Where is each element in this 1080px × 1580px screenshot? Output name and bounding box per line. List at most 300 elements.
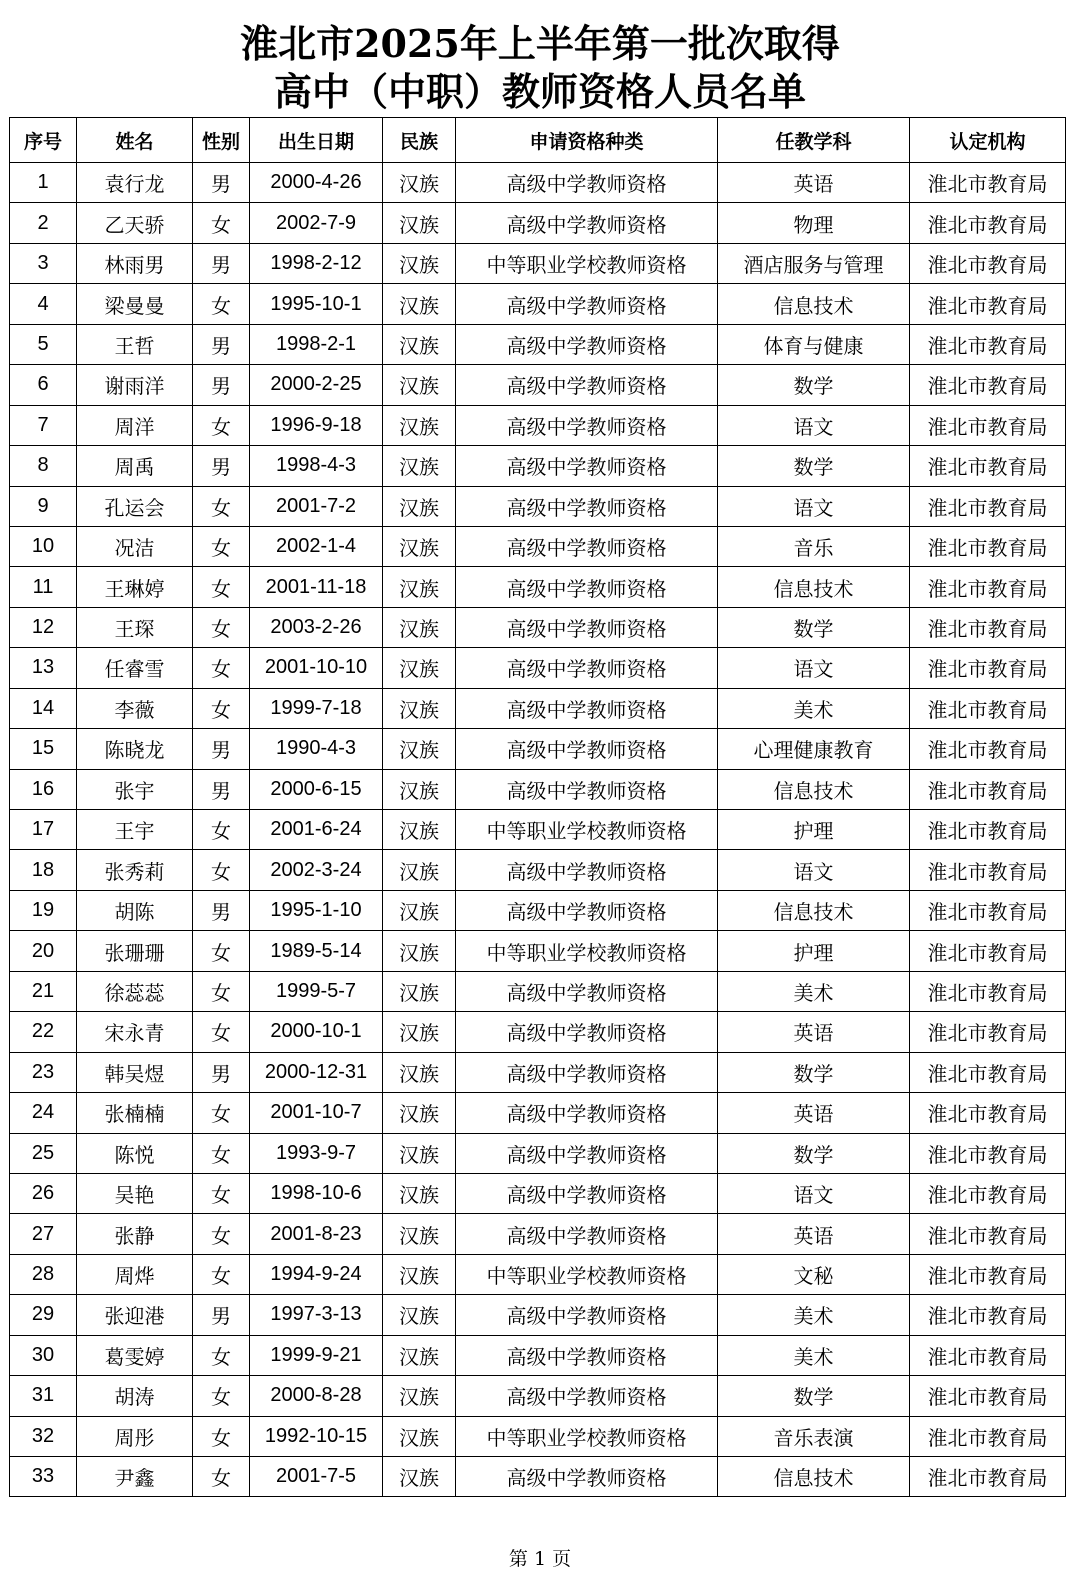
gender-cell: 女	[193, 688, 250, 728]
teacher-roster-table	[9, 117, 1066, 1497]
certifying-authority-cell: 淮北市教育局	[910, 1376, 1066, 1416]
gender-cell: 女	[193, 567, 250, 607]
qualification-type-cell: 高级中学教师资格	[456, 1295, 718, 1335]
gender-cell: 男	[193, 1052, 250, 1092]
ethnicity-cell: 汉族	[383, 203, 456, 243]
ethnicity-cell: 汉族	[383, 163, 456, 203]
person-name-cell: 袁行龙	[77, 163, 193, 203]
ethnicity-cell: 汉族	[383, 567, 456, 607]
person-name-cell: 张楠楠	[77, 1093, 193, 1133]
gender-cell: 女	[193, 810, 250, 850]
table-row	[10, 203, 1066, 243]
certifying-authority-cell: 淮北市教育局	[910, 1093, 1066, 1133]
certifying-authority-cell: 淮北市教育局	[910, 324, 1066, 364]
table-row	[10, 1335, 1066, 1375]
qualification-type-cell: 高级中学教师资格	[456, 1173, 718, 1213]
ethnicity-cell: 汉族	[383, 324, 456, 364]
row-index-cell: 33	[10, 1457, 77, 1497]
table-row	[10, 243, 1066, 283]
page-number: 第 1 页	[508, 1548, 572, 1570]
table-row	[10, 769, 1066, 809]
column-header-name: 姓名	[77, 118, 193, 163]
certifying-authority-cell: 淮北市教育局	[910, 243, 1066, 283]
ethnicity-cell: 汉族	[383, 1254, 456, 1294]
certifying-authority-cell: 淮北市教育局	[910, 203, 1066, 243]
qualification-type-cell: 高级中学教师资格	[456, 688, 718, 728]
table-row	[10, 931, 1066, 971]
ethnicity-cell: 汉族	[383, 1295, 456, 1335]
qualification-type-cell: 高级中学教师资格	[456, 486, 718, 526]
gender-cell: 女	[193, 405, 250, 445]
row-index-cell: 22	[10, 1012, 77, 1052]
person-name-cell: 李薇	[77, 688, 193, 728]
qualification-type-cell: 高级中学教师资格	[456, 163, 718, 203]
gender-cell: 男	[193, 163, 250, 203]
row-index-cell: 28	[10, 1254, 77, 1294]
qualification-type-cell: 高级中学教师资格	[456, 203, 718, 243]
person-name-cell: 王宇	[77, 810, 193, 850]
ethnicity-cell: 汉族	[383, 1093, 456, 1133]
person-name-cell: 韩吴煜	[77, 1052, 193, 1092]
subject-cell: 信息技术	[718, 567, 910, 607]
subject-cell: 语文	[718, 1173, 910, 1213]
qualification-type-cell: 中等职业学校教师资格	[456, 810, 718, 850]
row-index-cell: 11	[10, 567, 77, 607]
person-name-cell: 宋永青	[77, 1012, 193, 1052]
certifying-authority-cell: 淮北市教育局	[910, 446, 1066, 486]
person-name-cell: 胡涛	[77, 1376, 193, 1416]
row-index-cell: 27	[10, 1214, 77, 1254]
row-index-cell: 3	[10, 243, 77, 283]
gender-cell: 男	[193, 365, 250, 405]
birth-date-cell: 2001-8-23	[250, 1214, 383, 1254]
row-index-cell: 2	[10, 203, 77, 243]
person-name-cell: 王哲	[77, 324, 193, 364]
qualification-type-cell: 高级中学教师资格	[456, 365, 718, 405]
row-index-cell: 10	[10, 526, 77, 566]
qualification-type-cell: 高级中学教师资格	[456, 1052, 718, 1092]
certifying-authority-cell: 淮北市教育局	[910, 284, 1066, 324]
certifying-authority-cell: 淮北市教育局	[910, 1335, 1066, 1375]
birth-date-cell: 1996-9-18	[250, 405, 383, 445]
gender-cell: 女	[193, 1214, 250, 1254]
gender-cell: 女	[193, 526, 250, 566]
person-name-cell: 梁曼曼	[77, 284, 193, 324]
ethnicity-cell: 汉族	[383, 1376, 456, 1416]
document-title-line2: 高中（中职）教师资格人员名单	[273, 69, 806, 114]
subject-cell: 信息技术	[718, 890, 910, 930]
row-index-cell: 18	[10, 850, 77, 890]
subject-cell: 数学	[718, 607, 910, 647]
gender-cell: 女	[193, 1416, 250, 1456]
row-index-cell: 25	[10, 1133, 77, 1173]
birth-date-cell: 1999-5-7	[250, 971, 383, 1011]
table-row	[10, 850, 1066, 890]
gender-cell: 男	[193, 243, 250, 283]
ethnicity-cell: 汉族	[383, 243, 456, 283]
table-row	[10, 163, 1066, 203]
certifying-authority-cell: 淮北市教育局	[910, 850, 1066, 890]
subject-cell: 语文	[718, 405, 910, 445]
table-row	[10, 1012, 1066, 1052]
gender-cell: 女	[193, 648, 250, 688]
birth-date-cell: 1993-9-7	[250, 1133, 383, 1173]
document-title-line1: 淮北市2025年上半年第一批次取得	[240, 21, 840, 66]
subject-cell: 英语	[718, 1012, 910, 1052]
qualification-type-cell: 高级中学教师资格	[456, 850, 718, 890]
column-header-qualification-type: 申请资格种类	[456, 118, 718, 163]
table-row	[10, 567, 1066, 607]
birth-date-cell: 2000-8-28	[250, 1376, 383, 1416]
gender-cell: 女	[193, 486, 250, 526]
gender-cell: 女	[193, 1335, 250, 1375]
table-row	[10, 526, 1066, 566]
gender-cell: 男	[193, 769, 250, 809]
ethnicity-cell: 汉族	[383, 971, 456, 1011]
ethnicity-cell: 汉族	[383, 365, 456, 405]
ethnicity-cell: 汉族	[383, 446, 456, 486]
row-index-cell: 17	[10, 810, 77, 850]
ethnicity-cell: 汉族	[383, 850, 456, 890]
column-header-authority: 认定机构	[910, 118, 1066, 163]
birth-date-cell: 1999-7-18	[250, 688, 383, 728]
birth-date-cell: 2001-7-5	[250, 1457, 383, 1497]
subject-cell: 护理	[718, 810, 910, 850]
qualification-type-cell: 高级中学教师资格	[456, 526, 718, 566]
subject-cell: 语文	[718, 850, 910, 890]
subject-cell: 文秘	[718, 1254, 910, 1294]
table-row	[10, 365, 1066, 405]
gender-cell: 女	[193, 1254, 250, 1294]
person-name-cell: 徐蕊蕊	[77, 971, 193, 1011]
birth-date-cell: 2000-12-31	[250, 1052, 383, 1092]
ethnicity-cell: 汉族	[383, 729, 456, 769]
row-index-cell: 31	[10, 1376, 77, 1416]
person-name-cell: 尹鑫	[77, 1457, 193, 1497]
ethnicity-cell: 汉族	[383, 1416, 456, 1456]
certifying-authority-cell: 淮北市教育局	[910, 1052, 1066, 1092]
person-name-cell: 周洋	[77, 405, 193, 445]
subject-cell: 数学	[718, 1376, 910, 1416]
ethnicity-cell: 汉族	[383, 931, 456, 971]
qualification-type-cell: 高级中学教师资格	[456, 567, 718, 607]
birth-date-cell: 2000-10-1	[250, 1012, 383, 1052]
birth-date-cell: 2002-1-4	[250, 526, 383, 566]
person-name-cell: 吴艳	[77, 1173, 193, 1213]
subject-cell: 英语	[718, 163, 910, 203]
table-row	[10, 1457, 1066, 1497]
row-index-cell: 14	[10, 688, 77, 728]
table-row	[10, 1295, 1066, 1335]
gender-cell: 女	[193, 607, 250, 647]
table-row	[10, 1254, 1066, 1294]
qualification-type-cell: 中等职业学校教师资格	[456, 1254, 718, 1294]
person-name-cell: 周彤	[77, 1416, 193, 1456]
person-name-cell: 林雨男	[77, 243, 193, 283]
gender-cell: 女	[193, 284, 250, 324]
certifying-authority-cell: 淮北市教育局	[910, 567, 1066, 607]
certifying-authority-cell: 淮北市教育局	[910, 1173, 1066, 1213]
gender-cell: 男	[193, 324, 250, 364]
row-index-cell: 4	[10, 284, 77, 324]
ethnicity-cell: 汉族	[383, 284, 456, 324]
gender-cell: 女	[193, 931, 250, 971]
table-row	[10, 971, 1066, 1011]
gender-cell: 女	[193, 1173, 250, 1213]
gender-cell: 女	[193, 1093, 250, 1133]
qualification-type-cell: 高级中学教师资格	[456, 890, 718, 930]
gender-cell: 女	[193, 1457, 250, 1497]
certifying-authority-cell: 淮北市教育局	[910, 163, 1066, 203]
ethnicity-cell: 汉族	[383, 1173, 456, 1213]
subject-cell: 心理健康教育	[718, 729, 910, 769]
birth-date-cell: 1998-2-12	[250, 243, 383, 283]
ethnicity-cell: 汉族	[383, 688, 456, 728]
gender-cell: 女	[193, 850, 250, 890]
subject-cell: 数学	[718, 1133, 910, 1173]
row-index-cell: 5	[10, 324, 77, 364]
table-row	[10, 1093, 1066, 1133]
birth-date-cell: 1992-10-15	[250, 1416, 383, 1456]
column-header-gender: 性别	[193, 118, 250, 163]
column-header-ethnicity: 民族	[383, 118, 456, 163]
certifying-authority-cell: 淮北市教育局	[910, 1133, 1066, 1173]
person-name-cell: 王琛	[77, 607, 193, 647]
subject-cell: 英语	[718, 1093, 910, 1133]
person-name-cell: 张迎港	[77, 1295, 193, 1335]
table-header-row	[10, 118, 1066, 163]
qualification-type-cell: 高级中学教师资格	[456, 971, 718, 1011]
row-index-cell: 1	[10, 163, 77, 203]
row-index-cell: 6	[10, 365, 77, 405]
birth-date-cell: 1995-10-1	[250, 284, 383, 324]
subject-cell: 护理	[718, 931, 910, 971]
row-index-cell: 21	[10, 971, 77, 1011]
certifying-authority-cell: 淮北市教育局	[910, 607, 1066, 647]
qualification-type-cell: 高级中学教师资格	[456, 1214, 718, 1254]
qualification-type-cell: 中等职业学校教师资格	[456, 931, 718, 971]
qualification-type-cell: 高级中学教师资格	[456, 769, 718, 809]
ethnicity-cell: 汉族	[383, 1335, 456, 1375]
person-name-cell: 乙天骄	[77, 203, 193, 243]
birth-date-cell: 1998-4-3	[250, 446, 383, 486]
person-name-cell: 王琳婷	[77, 567, 193, 607]
gender-cell: 男	[193, 729, 250, 769]
ethnicity-cell: 汉族	[383, 810, 456, 850]
qualification-type-cell: 高级中学教师资格	[456, 324, 718, 364]
column-header-subject: 任教学科	[718, 118, 910, 163]
person-name-cell: 张珊珊	[77, 931, 193, 971]
subject-cell: 数学	[718, 446, 910, 486]
qualification-type-cell: 高级中学教师资格	[456, 1012, 718, 1052]
row-index-cell: 30	[10, 1335, 77, 1375]
table-row	[10, 729, 1066, 769]
ethnicity-cell: 汉族	[383, 1214, 456, 1254]
gender-cell: 女	[193, 1133, 250, 1173]
table-row	[10, 1173, 1066, 1213]
certifying-authority-cell: 淮北市教育局	[910, 890, 1066, 930]
birth-date-cell: 1994-9-24	[250, 1254, 383, 1294]
certifying-authority-cell: 淮北市教育局	[910, 931, 1066, 971]
qualification-type-cell: 高级中学教师资格	[456, 648, 718, 688]
ethnicity-cell: 汉族	[383, 648, 456, 688]
subject-cell: 音乐表演	[718, 1416, 910, 1456]
qualification-type-cell: 高级中学教师资格	[456, 607, 718, 647]
person-name-cell: 葛雯婷	[77, 1335, 193, 1375]
gender-cell: 男	[193, 1295, 250, 1335]
ethnicity-cell: 汉族	[383, 1133, 456, 1173]
subject-cell: 音乐	[718, 526, 910, 566]
person-name-cell: 张秀莉	[77, 850, 193, 890]
subject-cell: 美术	[718, 1335, 910, 1375]
certifying-authority-cell: 淮北市教育局	[910, 1457, 1066, 1497]
table-row	[10, 1214, 1066, 1254]
birth-date-cell: 1998-10-6	[250, 1173, 383, 1213]
birth-date-cell: 1990-4-3	[250, 729, 383, 769]
ethnicity-cell: 汉族	[383, 769, 456, 809]
column-header-index: 序号	[10, 118, 77, 163]
row-index-cell: 7	[10, 405, 77, 445]
birth-date-cell: 2001-10-7	[250, 1093, 383, 1133]
birth-date-cell: 1997-3-13	[250, 1295, 383, 1335]
birth-date-cell: 1998-2-1	[250, 324, 383, 364]
certifying-authority-cell: 淮北市教育局	[910, 1254, 1066, 1294]
qualification-type-cell: 高级中学教师资格	[456, 1093, 718, 1133]
certifying-authority-cell: 淮北市教育局	[910, 810, 1066, 850]
birth-date-cell: 1989-5-14	[250, 931, 383, 971]
table-row	[10, 486, 1066, 526]
table-row	[10, 1376, 1066, 1416]
table-row	[10, 405, 1066, 445]
qualification-type-cell: 高级中学教师资格	[456, 446, 718, 486]
qualification-type-cell: 高级中学教师资格	[456, 1457, 718, 1497]
person-name-cell: 任睿雪	[77, 648, 193, 688]
person-name-cell: 谢雨洋	[77, 365, 193, 405]
table-row	[10, 688, 1066, 728]
qualification-type-cell: 高级中学教师资格	[456, 1335, 718, 1375]
certifying-authority-cell: 淮北市教育局	[910, 769, 1066, 809]
gender-cell: 女	[193, 971, 250, 1011]
ethnicity-cell: 汉族	[383, 486, 456, 526]
row-index-cell: 16	[10, 769, 77, 809]
subject-cell: 语文	[718, 648, 910, 688]
person-name-cell: 陈悦	[77, 1133, 193, 1173]
table-body	[10, 163, 1066, 1497]
subject-cell: 语文	[718, 486, 910, 526]
ethnicity-cell: 汉族	[383, 1457, 456, 1497]
subject-cell: 酒店服务与管理	[718, 243, 910, 283]
birth-date-cell: 1999-9-21	[250, 1335, 383, 1375]
person-name-cell: 胡陈	[77, 890, 193, 930]
person-name-cell: 周禹	[77, 446, 193, 486]
subject-cell: 信息技术	[718, 1457, 910, 1497]
person-name-cell: 张宇	[77, 769, 193, 809]
birth-date-cell: 2001-6-24	[250, 810, 383, 850]
birth-date-cell: 2000-2-25	[250, 365, 383, 405]
certifying-authority-cell: 淮北市教育局	[910, 648, 1066, 688]
qualification-type-cell: 中等职业学校教师资格	[456, 243, 718, 283]
subject-cell: 数学	[718, 365, 910, 405]
row-index-cell: 12	[10, 607, 77, 647]
column-header-birthdate: 出生日期	[250, 118, 383, 163]
birth-date-cell: 2000-6-15	[250, 769, 383, 809]
ethnicity-cell: 汉族	[383, 890, 456, 930]
qualification-type-cell: 中等职业学校教师资格	[456, 1416, 718, 1456]
qualification-type-cell: 高级中学教师资格	[456, 1376, 718, 1416]
table-row	[10, 446, 1066, 486]
qualification-type-cell: 高级中学教师资格	[456, 1133, 718, 1173]
gender-cell: 女	[193, 1376, 250, 1416]
birth-date-cell: 2001-10-10	[250, 648, 383, 688]
row-index-cell: 15	[10, 729, 77, 769]
certifying-authority-cell: 淮北市教育局	[910, 688, 1066, 728]
certifying-authority-cell: 淮北市教育局	[910, 1416, 1066, 1456]
certifying-authority-cell: 淮北市教育局	[910, 1214, 1066, 1254]
person-name-cell: 陈晓龙	[77, 729, 193, 769]
table-row	[10, 1052, 1066, 1092]
gender-cell: 男	[193, 446, 250, 486]
row-index-cell: 13	[10, 648, 77, 688]
subject-cell: 数学	[718, 1052, 910, 1092]
subject-cell: 英语	[718, 1214, 910, 1254]
certifying-authority-cell: 淮北市教育局	[910, 486, 1066, 526]
birth-date-cell: 2001-7-2	[250, 486, 383, 526]
subject-cell: 物理	[718, 203, 910, 243]
row-index-cell: 8	[10, 446, 77, 486]
table-row	[10, 1133, 1066, 1173]
table-row	[10, 890, 1066, 930]
birth-date-cell: 2001-11-18	[250, 567, 383, 607]
certifying-authority-cell: 淮北市教育局	[910, 526, 1066, 566]
row-index-cell: 26	[10, 1173, 77, 1213]
subject-cell: 体育与健康	[718, 324, 910, 364]
row-index-cell: 32	[10, 1416, 77, 1456]
subject-cell: 美术	[718, 688, 910, 728]
birth-date-cell: 2000-4-26	[250, 163, 383, 203]
table-row	[10, 284, 1066, 324]
ethnicity-cell: 汉族	[383, 526, 456, 566]
certifying-authority-cell: 淮北市教育局	[910, 1012, 1066, 1052]
subject-cell: 美术	[718, 971, 910, 1011]
table-row	[10, 648, 1066, 688]
subject-cell: 美术	[718, 1295, 910, 1335]
certifying-authority-cell: 淮北市教育局	[910, 729, 1066, 769]
ethnicity-cell: 汉族	[383, 405, 456, 445]
gender-cell: 女	[193, 203, 250, 243]
ethnicity-cell: 汉族	[383, 607, 456, 647]
row-index-cell: 24	[10, 1093, 77, 1133]
person-name-cell: 张静	[77, 1214, 193, 1254]
gender-cell: 女	[193, 1012, 250, 1052]
table-row	[10, 810, 1066, 850]
certifying-authority-cell: 淮北市教育局	[910, 1295, 1066, 1335]
subject-cell: 信息技术	[718, 284, 910, 324]
birth-date-cell: 2003-2-26	[250, 607, 383, 647]
table-row	[10, 607, 1066, 647]
qualification-type-cell: 高级中学教师资格	[456, 284, 718, 324]
row-index-cell: 29	[10, 1295, 77, 1335]
certifying-authority-cell: 淮北市教育局	[910, 405, 1066, 445]
certifying-authority-cell: 淮北市教育局	[910, 365, 1066, 405]
subject-cell: 信息技术	[718, 769, 910, 809]
table-row	[10, 324, 1066, 364]
birth-date-cell: 1995-1-10	[250, 890, 383, 930]
qualification-type-cell: 高级中学教师资格	[456, 405, 718, 445]
birth-date-cell: 2002-7-9	[250, 203, 383, 243]
row-index-cell: 20	[10, 931, 77, 971]
person-name-cell: 孔运会	[77, 486, 193, 526]
row-index-cell: 9	[10, 486, 77, 526]
